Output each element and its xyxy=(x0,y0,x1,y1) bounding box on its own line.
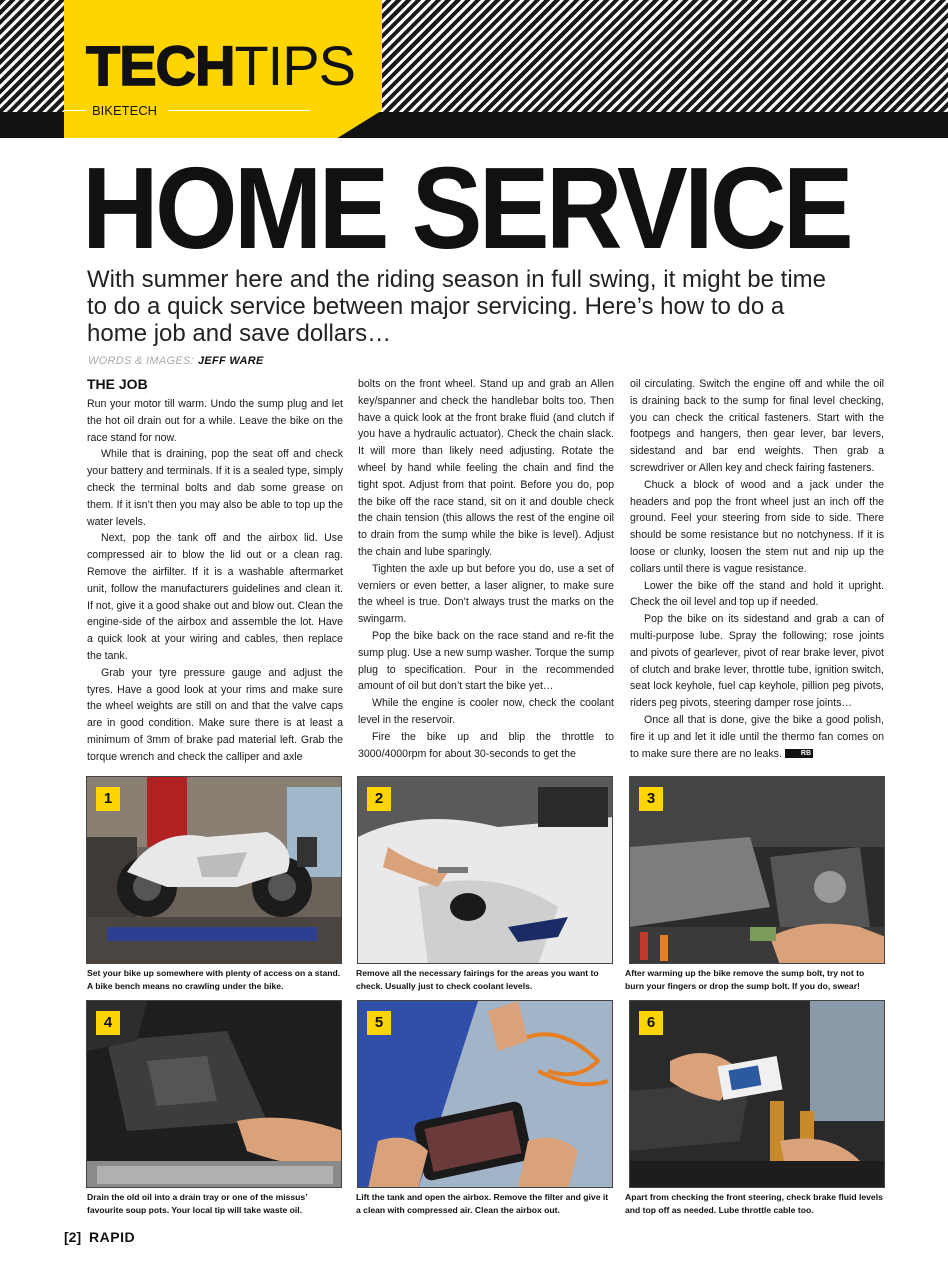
photo-caption: Remove all the necessary fairings for the areas you want to check. Usually just to check coolant levels. xyxy=(356,968,599,991)
body-column-2 xyxy=(358,376,614,762)
photo-caption: Lift the tank and open the airbox. Remove the filter and give it a clean with compressed air. Clean the airbox out. xyxy=(356,1192,609,1215)
paragraph: Pop the bike back on the race stand and re-fit the sump plug. Use a new sump washer. Torque the sump plug to specification. Pour in the recommended amount of oil but don’t start the bike yet… xyxy=(358,629,614,693)
end-mark: RB xyxy=(785,749,813,758)
subsection-label: BIKETECH xyxy=(92,103,158,118)
photo-caption: Set your bike up somewhere with plenty of access on a stand. A bike bench means no crawling under the bike. xyxy=(87,968,341,991)
section-title xyxy=(86,36,355,96)
photo-number: 1 xyxy=(96,787,120,811)
photo-number: 5 xyxy=(367,1011,391,1035)
body-column-1 xyxy=(87,376,343,766)
body-column-3 xyxy=(630,376,884,762)
paragraph: Run your motor till warm. Undo the sump plug and let the hot oil drain out for a while. Leave the bike on the race stand for now. xyxy=(87,398,343,444)
section-title-light: TIPS xyxy=(234,34,355,97)
paragraph: While the engine is cooler now, check the coolant level in the reservoir. xyxy=(358,697,614,726)
paragraph: Pop the bike on its sidestand and grab a can of multi-purpose lube. Spray the following; rose joints and pivots of gearlever, pivot of rear brake lever, pivot of clutch and brake lever, throttle tube, ignition switch, seat lock keyhole, fuel cap keyhole, pillion peg pivots, riders peg pivots, steering damper rose joints… xyxy=(630,613,884,710)
photo-bike-on-stand xyxy=(86,776,342,964)
paragraph: Grab your tyre pressure gauge and adjust the tyres. Have a good look at your rims and make sure the wheel weights are still on and that the valve caps are in good condition. Make sure there is at least a minimum of 3mm of brake pad material left. Grab the torque wrench and check the calliper and axle xyxy=(87,666,343,763)
paragraph: Lower the bike off the stand and hold it upright. Check the oil level and top up if needed. xyxy=(630,579,884,609)
photo-drain-oil xyxy=(86,1000,342,1188)
paragraph: Next, pop the tank off and the airbox lid. Use compressed air to blow the lid out or a clean rag. Remove the airfilter. If it is a washable aftermarket unit, follow the manufacturers guidelines and clean it. If not, give it a good shake out and blow out. Clean the engine-side of the airbox and assemble the lot. Have a quick look at your wiring and cables, then replace the tank. xyxy=(87,532,343,662)
paragraph: oil circulating. Switch the engine off and while the oil is draining back to the sump for final level checking, you can check the critical fasteners. Start with the footpegs and hangers, then gear lever, bar levers, sidestand and bar end weights. Then grab a screwdriver or Allen key and check fairing fasteners. xyxy=(630,378,884,474)
byline xyxy=(88,355,264,367)
photo-number: 6 xyxy=(639,1011,663,1035)
page-footer: [2] RAPID xyxy=(64,1229,136,1245)
magazine-name: RAPID xyxy=(89,1229,136,1245)
paragraph: Tighten the axle up but before you do, use a set of verniers or even better, a laser aligner, to make sure the wheel is true. Don’t always trust the marks on the swingarm. xyxy=(358,562,614,626)
paragraph: Chuck a block of wood and a jack under the headers and pop the front wheel just an inch off the ground. Feel your steering from side to side. There should be some resistance but no notchyness. If it is loose or clunky, loosen the stem nut and nip up the collars until there is vague resistance. xyxy=(630,478,884,575)
paragraph: Fire the bike up and blip the throttle to 3000/4000rpm for about 30-seconds to get the xyxy=(358,730,614,760)
byline-label: WORDS & IMAGES: xyxy=(88,355,194,367)
photo-number: 3 xyxy=(639,787,663,811)
photo-air-filter xyxy=(357,1000,613,1188)
divider xyxy=(168,110,310,111)
paragraph: While that is draining, pop the seat off and check your battery and terminals. If it is a sealed type, simply check the terminal bolts and dab some grease on them. If it isn’t then you may also be able to top up the water levels. xyxy=(87,448,343,528)
paragraph: bolts on the front wheel. Stand up and grab an Allen key/spanner and check the handlebar bolts too. Then have a quick look at the front brake fluid (and clutch if you have a hydraulic actuator). Check the chain slack. It will more than likely need adjusting. Rotate the wheel by hand while feeling the chain and find the tight spot. Adjust from that point. Before you do, pop the bike off the race stand, sit on it and double check the chain tension (this allows the rest of the engine oil to drain from the sump while the bike is level). Adjust the chain and lube sparingly. xyxy=(358,378,614,558)
divider xyxy=(64,110,86,111)
paragraph-text: Once all that is done, give the bike a good polish, fire it up and let it idle until the thermo fan comes on to make sure there are no leaks. xyxy=(630,713,884,760)
photo-number: 4 xyxy=(96,1011,120,1035)
photo-number: 2 xyxy=(367,787,391,811)
photo-fairing-removal xyxy=(357,776,613,964)
paragraph xyxy=(630,712,884,762)
article-title: HOME SERVICE xyxy=(82,143,851,273)
photo-caption: After warming up the bike remove the sump bolt, try not to burn your fingers or drop the sump bolt. If you do, swear! xyxy=(625,968,865,991)
photo-caption: Drain the old oil into a drain tray or one of the missus’ favourite soup pots. Your local tip will take waste oil. xyxy=(87,1192,308,1215)
photo-brake-fluid xyxy=(629,1000,885,1188)
photo-sump-bolt xyxy=(629,776,885,964)
byline-author: JEFF WARE xyxy=(197,355,264,367)
section-heading: THE JOB xyxy=(87,376,148,392)
section-title-bold: TECH xyxy=(86,34,235,97)
article-intro: With summer here and the riding season in full swing, it might be time to do a quick service between major servicing. Here’s how to do a home job and save dollars… xyxy=(87,266,826,347)
page-number: 2 xyxy=(68,1229,77,1245)
photo-caption: Apart from checking the front steering, check brake fluid levels and top off as needed. Lube throttle cable too. xyxy=(625,1192,883,1215)
